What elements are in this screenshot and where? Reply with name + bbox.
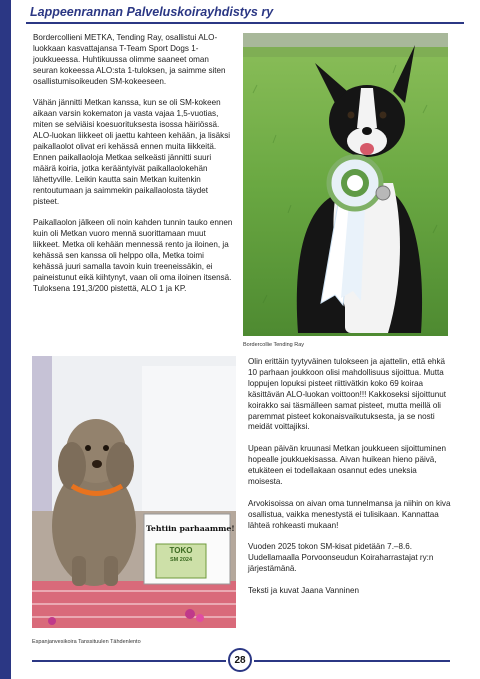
toko-badge-title: TOKO — [169, 546, 193, 555]
article-paragraph: Bordercollieni METKA, Tending Ray, osallistui ALO-luokkaan kasvattajansa T-Team Sport Dogs 1-joukkueessa. Huhtikuussa olimme saaneet oman seuran kokeessa ALO:sta 1-tuloksen, ja saimme siten osallistumisoikeuden SM-kokeeseen. — [33, 33, 226, 86]
page-number: 28 — [228, 648, 252, 672]
header-rule — [26, 22, 464, 24]
footer-rule-left — [32, 660, 226, 662]
bottom-photo-caption: Espanjanvesikoira Tanssituulen Tähdenlento — [32, 639, 141, 645]
right-article-column — [248, 357, 451, 597]
article-paragraph: Upean päivän kruunasi Metkan joukkueen sijoittuminen hopealle joukkuekisassa. Aivan huikean hieno päivä, etukäteen ei todellakaan osannut edes uneksia moisesta. — [248, 444, 446, 486]
article-author: Teksti ja kuvat Jaana Vanninen — [248, 585, 359, 595]
border-collie-illustration — [243, 33, 448, 336]
article-paragraph: Olin erittäin tyytyväinen tulokseen ja ajattelin, että ehkä 10 parhaan joukkoon olisi mahdollisuus sijoittua. Mutta loppujen lopuksi pisteet riittivätkin koko 69 koiraa käsittävän ALO-luokan voittoon!!! Kakkoseksi sijoittunut koirakko sai täsmälleen samat pisteet, mutta meillä oli paremmat pisteet kokonaisvaikutuksesta, ja se nosti meidät voittajiksi. — [248, 357, 446, 432]
top-photo-caption: Bordercollie Tending Ray — [243, 342, 305, 348]
article-paragraph: Vähän jännitti Metkan kanssa, kun se oli SM-kokeen aikaan varsin kokematon ja vasta vajaa 1,5-vuotias, miten se selviäisi koesuorituksesta isossa häiriössä. ALO-luokan liikkeet oli jaettu kahteen kehään, ja lisäksi paikallaolot olivat eri kehässä ennen muita liikkeitä. Ennen paikallaoloja Metkaa selkeästi jännitti suuri määrä koiria, jotka kerääntyivät paikallaolokehän lähettyville. Leikin kautta sain Metkan kuitenkin rentoutumaan ja saimmekin paikallaolosta täydet pisteet. — [33, 98, 231, 206]
left-article-column — [33, 33, 233, 295]
water-dog-photo — [32, 356, 236, 628]
page-header-title: Lappeenrannan Palveluskoirayhdistys ry — [30, 5, 274, 19]
left-accent-bar — [0, 0, 11, 679]
sign-text: Tehtiin parhaamme! — [146, 524, 235, 533]
toko-badge-subtitle: SM 2024 — [169, 557, 192, 563]
article-paragraph: Arvokisoissa on aivan oma tunnelmansa ja niihin on kiva osallistua, vaikka menestystä ei tulisikaan. Kannattaa lähteä rohkeasti mukaan! — [248, 498, 451, 530]
water-dog-illustration — [32, 356, 236, 628]
article-paragraph: Vuoden 2025 tokon SM-kisat pidetään 7.–8.6. Uudellamaalla Porvoonseudun Koiraharrastajat ry:n järjestämänä. — [248, 542, 434, 574]
border-collie-photo — [243, 33, 448, 336]
footer-rule-right — [254, 660, 450, 662]
article-paragraph: Paikallaolon jälkeen oli noin kahden tunnin tauko ennen kuin oli Metkan vuoro mennä suorittamaan muut liikkeet. Metka oli kehään mennessä rento ja iloinen, ja kehässä sen kanssa oli helppo olla, Metka toimi kehässä juuri samalla tavoin kuin treeneissäkin, ei paineistunut eikä kiihtynyt, vaan oli oma iloinen itsensä. Tuloksena 191,3/200 pistettä, ALO 1 ja KP. — [33, 218, 233, 293]
